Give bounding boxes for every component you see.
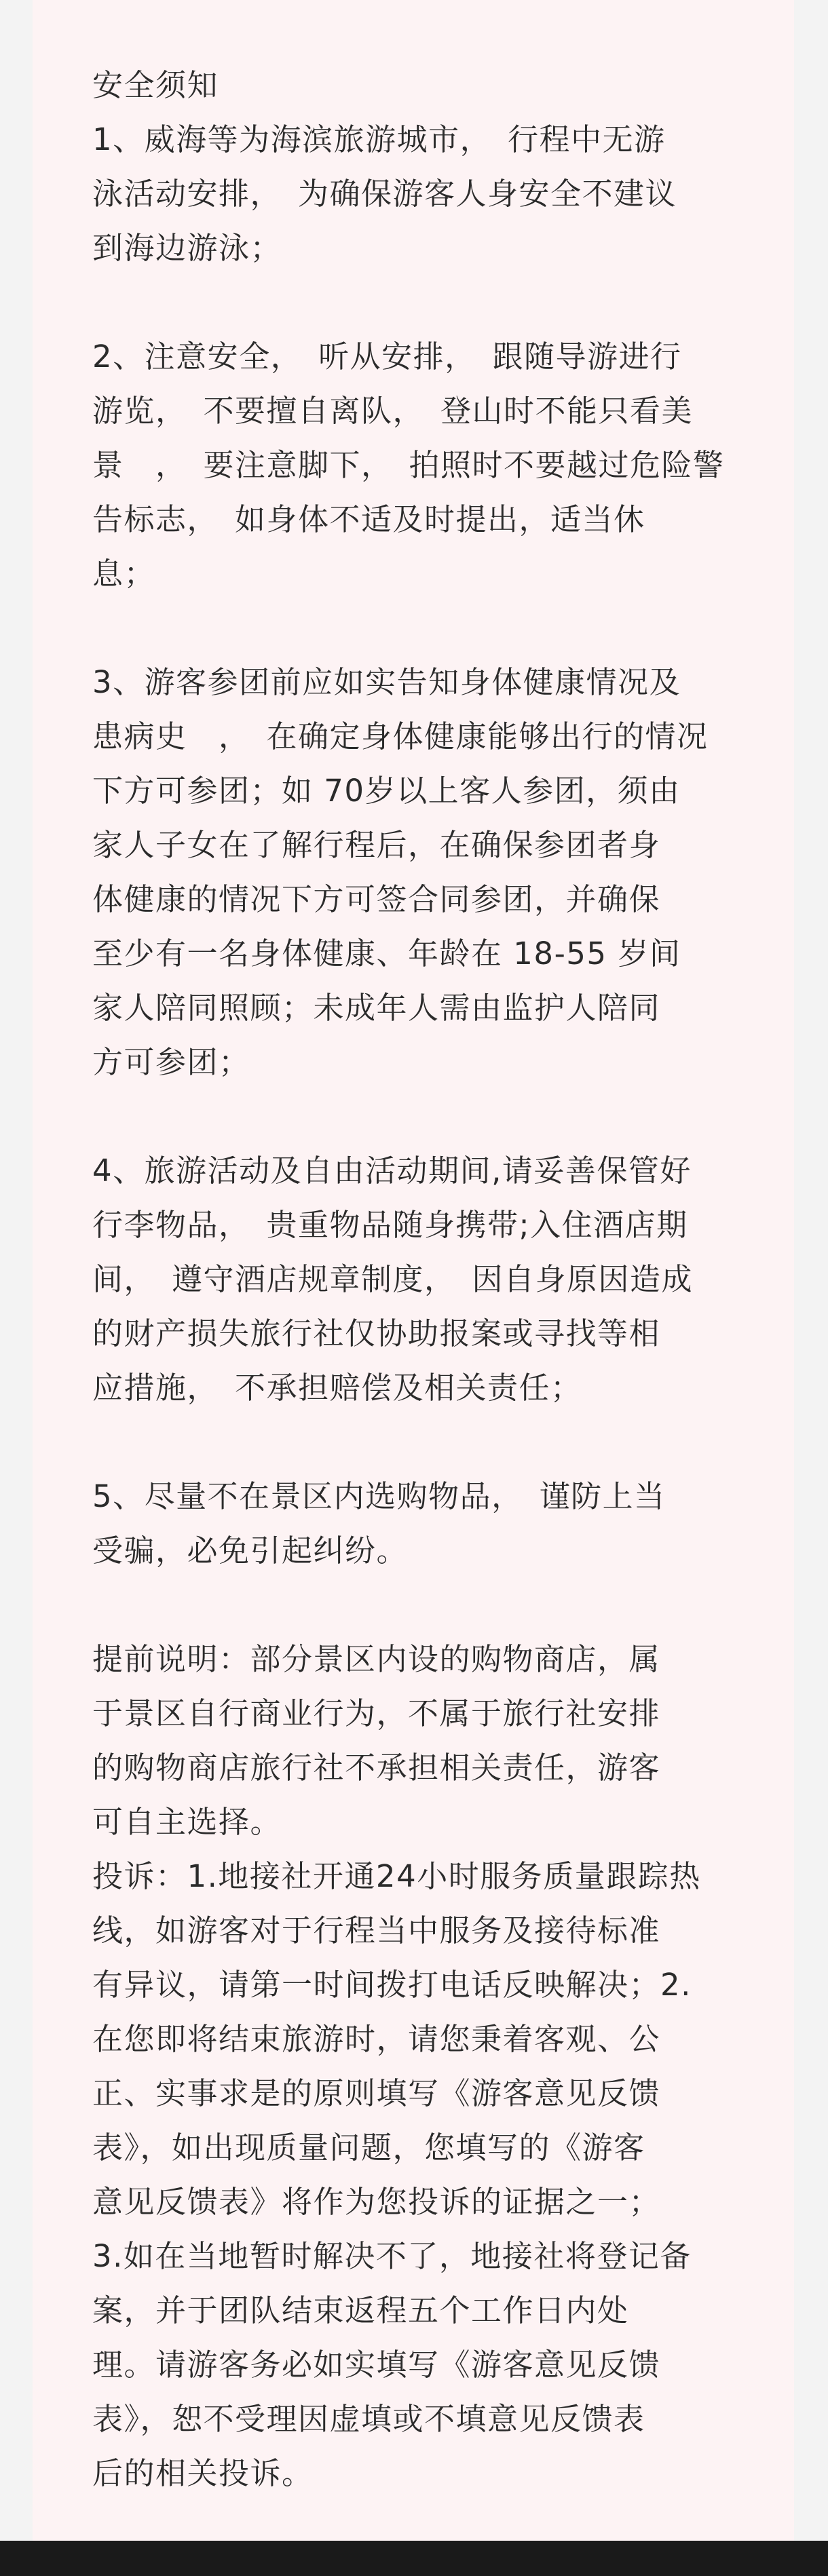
text-line: 行李物品， 贵重物品随身携带;入住酒店期 bbox=[92, 1207, 688, 1243]
text-line: 家人子女在了解行程后，在确保参团者身 bbox=[92, 827, 661, 863]
notice-card bbox=[33, 0, 794, 2541]
text-line: 游览， 不要擅自离队， 登山时不能只看美 bbox=[92, 393, 694, 429]
text-line: 的购物商店旅行社不承担相关责任，游客 bbox=[92, 1750, 661, 1786]
text-line: 表》，恕不受理因虚填或不填意见反馈表 bbox=[92, 2401, 645, 2437]
paragraph-gap bbox=[92, 275, 771, 330]
text-line: 意见反馈表》将作为您投诉的证据之一； bbox=[92, 2184, 661, 2220]
notice-item-3 bbox=[92, 655, 771, 1090]
advance-notice bbox=[92, 1632, 771, 1849]
text-line: 3.如在当地暂时解决不了，地接社将登记备 bbox=[92, 2238, 692, 2274]
notice-item-4 bbox=[92, 1144, 771, 1415]
paragraph-gap bbox=[92, 601, 771, 655]
text-line: 后的相关投诉。 bbox=[92, 2455, 314, 2491]
text-line: 投诉：1.地接社开通24小时服务质量跟踪热 bbox=[92, 1858, 701, 1894]
notice-title: 安全须知 bbox=[92, 67, 219, 103]
text-line: 理。请游客务必如实填写《游客意见反馈 bbox=[92, 2347, 661, 2383]
text-line: 有异议，请第一时间拨打电话反映解决；2. bbox=[92, 1967, 692, 2003]
text-line: 2、注意安全， 听从安排， 跟随导游进行 bbox=[92, 339, 682, 374]
complaint-section bbox=[92, 1849, 771, 2501]
bottom-bar bbox=[0, 2541, 828, 2576]
paragraph-gap bbox=[92, 1090, 771, 1144]
text-line: 可自主选择。 bbox=[92, 1804, 282, 1840]
text-line: 息； bbox=[92, 556, 156, 592]
text-line: 景 ， 要注意脚下， 拍照时不要越过危险警 bbox=[92, 447, 725, 483]
text-line: 告标志， 如身体不适及时提出，适当休 bbox=[92, 501, 645, 537]
text-line: 4、旅游活动及自由活动期间,请妥善保管好 bbox=[92, 1153, 692, 1189]
paragraph-gap bbox=[92, 1578, 771, 1632]
text-line: 至少有一名身体健康、年龄在 18-55 岁间 bbox=[92, 936, 681, 972]
notice-item-2 bbox=[92, 330, 771, 601]
text-line: 应措施， 不承担赔偿及相关责任； bbox=[92, 1370, 582, 1406]
text-line: 于景区自行商业行为，不属于旅行社安排 bbox=[92, 1695, 661, 1731]
text-line: 在您即将结束旅游时，请您秉着客观、公 bbox=[92, 2021, 661, 2057]
text-line: 正、实事求是的原则填写《游客意见反馈 bbox=[92, 2075, 661, 2111]
text-line: 方可参团； bbox=[92, 1044, 250, 1080]
text-line: 案，并于团队结束返程五个工作日内处 bbox=[92, 2292, 629, 2328]
text-line: 3、游客参团前应如实告知身体健康情况及 bbox=[92, 664, 681, 700]
text-line: 患病史 ， 在确定身体健康能够出行的情况 bbox=[92, 718, 709, 754]
text-line: 线，如游客对于行程当中服务及接待标准 bbox=[92, 1912, 661, 1948]
text-line: 受骗，必免引起纠纷。 bbox=[92, 1533, 409, 1569]
text-line: 表》，如出现质量问题，您填写的《游客 bbox=[92, 2130, 645, 2166]
text-line: 泳活动安排， 为确保游客人身安全不建议 bbox=[92, 176, 677, 212]
text-line: 5、尽量不在景区内选购物品， 谨防上当 bbox=[92, 1478, 666, 1514]
notice-item-1 bbox=[92, 113, 771, 275]
text-line: 下方可参团；如 70岁以上客人参团，须由 bbox=[92, 773, 681, 809]
text-line: 体健康的情况下方可签合同参团，并确保 bbox=[92, 881, 661, 917]
text-line: 间， 遵守酒店规章制度， 因自身原因造成 bbox=[92, 1261, 694, 1297]
paragraph-gap bbox=[92, 1415, 771, 1469]
text-line: 的财产损失旅行社仅协助报案或寻找等相 bbox=[92, 1315, 661, 1351]
text-line: 到海边游泳； bbox=[92, 230, 282, 266]
notice-item-5 bbox=[92, 1469, 771, 1578]
text-line: 家人陪同照顾；未成年人需由监护人陪同 bbox=[92, 990, 661, 1026]
notice-content bbox=[92, 58, 771, 2501]
text-line: 1、威海等为海滨旅游城市， 行程中无游 bbox=[92, 121, 666, 157]
text-line: 提前说明：部分景区内设的购物商店，属 bbox=[92, 1641, 661, 1677]
